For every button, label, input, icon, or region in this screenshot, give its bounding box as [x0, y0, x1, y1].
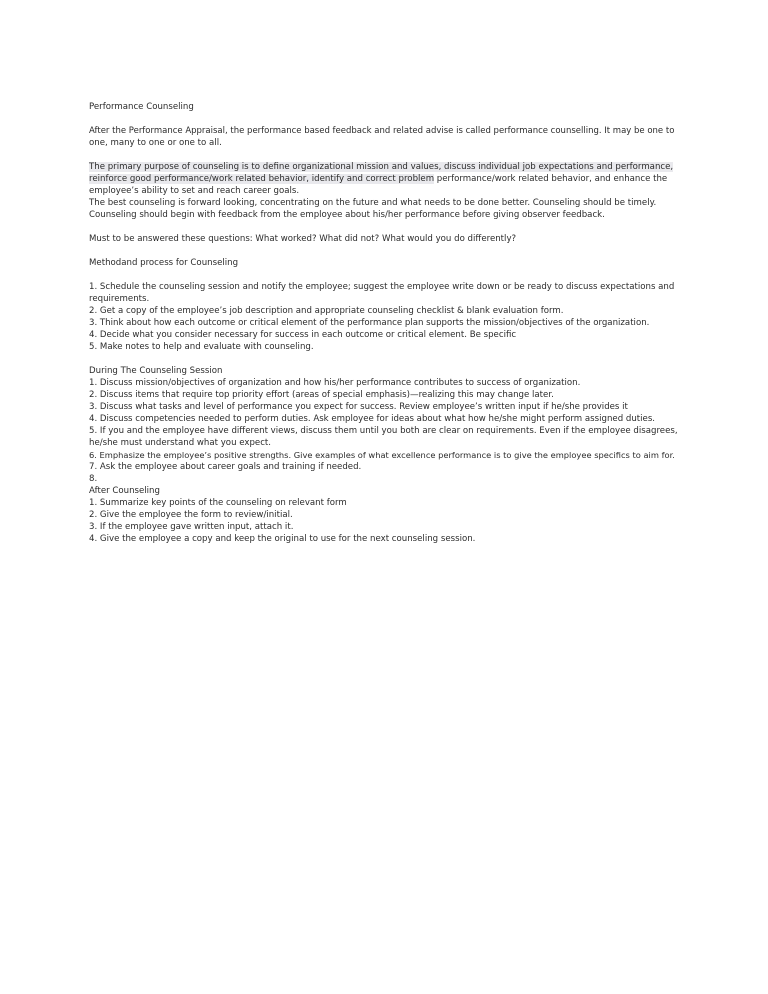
list-item: 1. Summarize key points of the counseling on relevant form	[89, 498, 347, 508]
spacer	[89, 245, 679, 257]
purpose-line	[89, 161, 679, 173]
method-heading: Methodand process for Counseling	[89, 258, 239, 268]
purpose-text: performance/work related behavior, and enhance the	[434, 174, 668, 184]
list-item: 3. If the employee gave written input, attach it.	[89, 522, 294, 532]
purpose-line: employee’s ability to set and reach career goals.	[89, 186, 300, 196]
list-item: 6. Emphasize the employee’s positive strengths. Give examples of what excellence performance is to give the employee specifics to aim for.	[89, 450, 675, 460]
intro-paragraph	[89, 125, 679, 149]
intro-line: After the Performance Appraisal, the performance based feedback and related advise is called performance counselling. It may be one to	[89, 126, 675, 136]
document-title: Performance Counseling	[89, 102, 194, 112]
section-heading: After Counseling	[89, 486, 160, 496]
purpose-line	[89, 173, 679, 185]
list-item: he/she must understand what you expect.	[89, 438, 272, 448]
list-item: requirements.	[89, 294, 150, 304]
spacer	[89, 113, 679, 125]
spacer	[89, 269, 679, 281]
list-item: 4. Discuss competencies needed to perform duties. Ask employee for ideas about what how he/she might perform assigned duties.	[89, 414, 656, 424]
purpose-line: Counseling should begin with feedback from the employee about his/her performance before giving observer feedback.	[89, 210, 605, 220]
list-item: 5. If you and the employee have different views, discuss them until you both are clear on requirements. Even if the employee disagrees,	[89, 426, 678, 436]
list-item: 7. Ask the employee about career goals and training if needed.	[89, 462, 362, 472]
list-item: 2. Give the employee the form to review/initial.	[89, 510, 293, 520]
method-list	[89, 281, 679, 353]
spacer	[89, 221, 679, 233]
spacer	[89, 149, 679, 161]
list-item: 8.	[89, 474, 98, 484]
section-heading: During The Counseling Session	[89, 366, 223, 376]
spacer	[89, 353, 679, 365]
purpose-paragraph	[89, 161, 679, 221]
list-item: 2. Discuss items that require top priority effort (areas of special emphasis)—realizing this may change later.	[89, 390, 554, 400]
list-item: 1. Discuss mission/objectives of organization and how his/her performance contributes to success of organization.	[89, 378, 581, 388]
intro-line: one, many to one or one to all.	[89, 138, 222, 148]
highlighted-text: reinforce good performance/work related behavior, identify and correct problem	[89, 174, 435, 184]
list-item: 3. Discuss what tasks and level of performance you expect for success. Review employee’s written input if he/she provides it	[89, 402, 628, 412]
list-item: 4. Give the employee a copy and keep the original to use for the next counseling session.	[89, 534, 476, 544]
document-body	[89, 101, 679, 545]
list-item: 2. Get a copy of the employee’s job description and appropriate counseling checklist & blank evaluation form.	[89, 306, 564, 316]
list-item: 4. Decide what you consider necessary for success in each outcome or critical element. Be specific	[89, 330, 517, 340]
questions-paragraph: Must to be answered these questions: What worked? What did not? What would you do differently?	[89, 234, 517, 244]
during-list	[89, 365, 679, 545]
list-item: 5. Make notes to help and evaluate with counseling.	[89, 342, 314, 352]
purpose-line: The best counseling is forward looking, concentrating on the future and what needs to be done better. Counseling should be timely.	[89, 198, 657, 208]
highlighted-text: The primary purpose of counseling is to define organizational mission and values, discuss individual job expectations and performance,	[89, 162, 674, 172]
list-item: 1. Schedule the counseling session and notify the employee; suggest the employee write down or be ready to discuss expectations and	[89, 282, 675, 292]
list-item: 3. Think about how each outcome or critical element of the performance plan supports the mission/objectives of the organization.	[89, 318, 650, 328]
